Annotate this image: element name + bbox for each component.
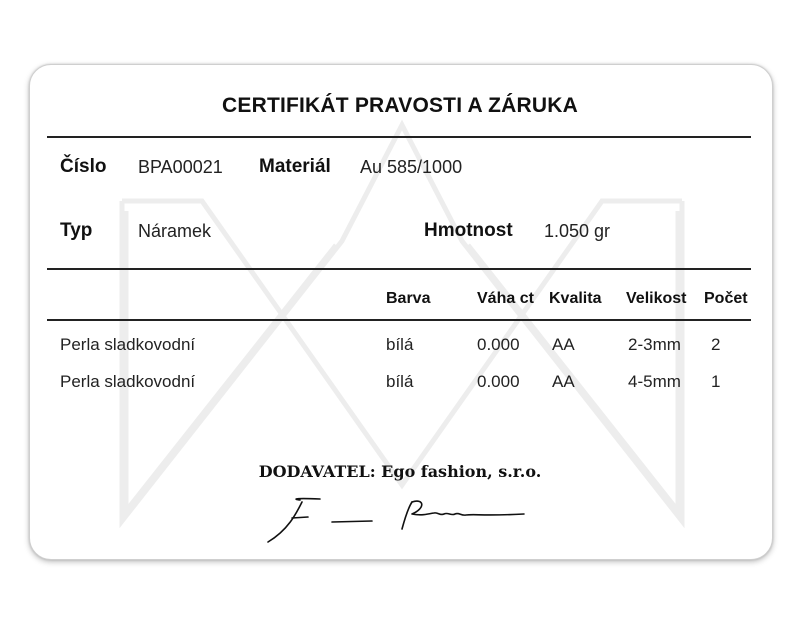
table-row-2-size: 4-5mm bbox=[628, 372, 681, 391]
table-row-1-color: bílá bbox=[386, 335, 414, 354]
supplier-name: DODAVATEL: Ego fashion, s.r.o. bbox=[258, 462, 542, 481]
column-header-weight-ct: Váha ct bbox=[477, 290, 534, 307]
material-label: Materiál bbox=[259, 156, 331, 177]
table-row-1-weight-ct: 0.000 bbox=[477, 335, 520, 354]
weight-value: 1.050 gr bbox=[544, 221, 611, 241]
fields-divider bbox=[47, 268, 751, 270]
certificate-title: CERTIFIKÁT PRAVOSTI A ZÁRUKA bbox=[222, 94, 578, 117]
type-label: Typ bbox=[60, 220, 93, 241]
table-row-1-item: Perla sladkovodní bbox=[60, 335, 196, 354]
table-row-2-color: bílá bbox=[386, 372, 414, 391]
watermark-logo bbox=[30, 65, 773, 560]
number-label: Číslo bbox=[60, 156, 107, 177]
table-row-2-item: Perla sladkovodní bbox=[60, 372, 196, 391]
type-value: Náramek bbox=[138, 221, 212, 241]
table-row-2-quality: AA bbox=[552, 372, 575, 391]
column-header-count: Počet bbox=[704, 290, 748, 307]
title-divider bbox=[47, 136, 751, 138]
table-header-divider bbox=[47, 319, 751, 321]
certificate-card bbox=[29, 64, 773, 560]
column-header-color: Barva bbox=[386, 290, 431, 307]
signature-image bbox=[262, 494, 532, 546]
number-value: BPA00021 bbox=[138, 157, 223, 177]
table-row-1-count: 2 bbox=[711, 335, 721, 354]
weight-label: Hmotnost bbox=[424, 220, 513, 241]
table-row-1-quality: AA bbox=[552, 335, 575, 354]
material-value: Au 585/1000 bbox=[360, 157, 463, 177]
column-header-quality: Kvalita bbox=[549, 290, 602, 307]
table-row-2-count: 1 bbox=[711, 372, 721, 391]
table-row-2-weight-ct: 0.000 bbox=[477, 372, 520, 391]
column-header-size: Velikost bbox=[626, 290, 687, 307]
table-row-1-size: 2-3mm bbox=[628, 335, 681, 354]
